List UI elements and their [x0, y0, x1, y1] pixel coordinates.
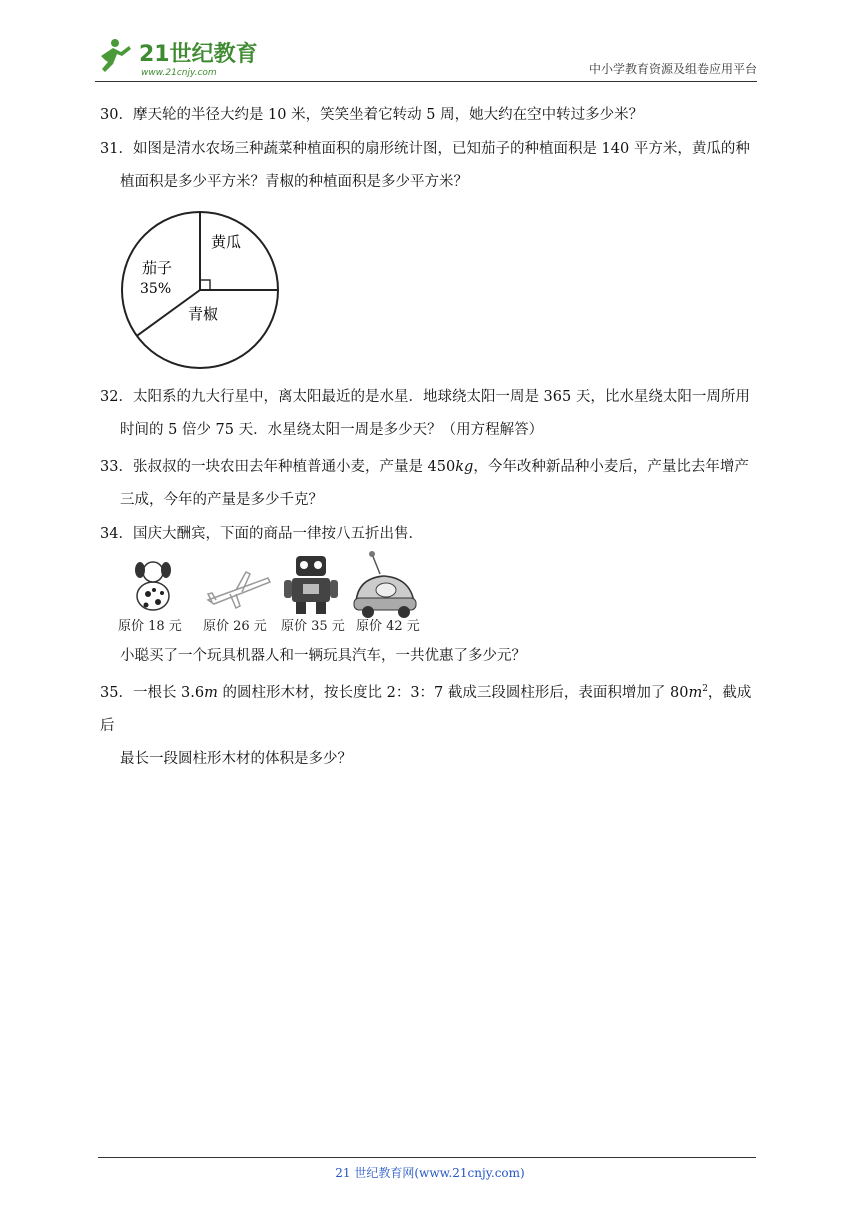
question-number: 34． [100, 526, 133, 542]
page-header [95, 30, 757, 82]
logo-url: www.21cnjy.com [141, 68, 217, 78]
slice-value-eggplant: 35% [140, 281, 172, 297]
superscript: 2 [702, 684, 708, 694]
question-text: 太阳系的九大行星中，离太阳最近的是水星．地球绕太阳一周是 365 天，比水星绕太阳一周所用 [132, 389, 750, 405]
slice-label-eggplant: 茄子 [142, 259, 173, 277]
logo-text: 21世纪教育 [139, 42, 258, 67]
question-text-cont: 时间的 5 倍少 75 天．水星绕太阳一周是多少天？（用方程解答） [120, 422, 544, 438]
question-33 [100, 451, 762, 517]
question-32 [100, 381, 762, 447]
question-text: 张叔叔的一块农田去年种植普通小麦，产量是 450 [132, 459, 456, 475]
question-34 [100, 518, 762, 551]
header-divider [95, 81, 757, 82]
question-30 [100, 99, 762, 132]
site-logo [95, 34, 265, 78]
question-text: 一根长 3.6 [132, 684, 205, 701]
pie-svg [116, 205, 281, 370]
slice-label-cucumber: 黄瓜 [211, 233, 242, 251]
question-34-followup: 小聪买了一个玩具机器人和一辆玩具汽车，一共优惠了多少元？ [120, 648, 526, 664]
unit-m: m [204, 684, 218, 701]
question-number: 30． [100, 107, 133, 123]
question-number: 35． [100, 684, 133, 701]
toy-price-plane: 原价 26 元 [203, 619, 267, 634]
question-number: 32． [100, 389, 133, 405]
question-number: 33． [100, 459, 133, 475]
question-text: 摩天轮的半径大约是 10 米，笑笑坐着它转动 5 周，她大约在空中转过多少米？ [132, 107, 644, 123]
header-slogan: 中小学教育资源及组卷应用平台 [588, 62, 757, 76]
dog-toy-image [135, 562, 171, 610]
question-31 [100, 133, 762, 199]
toy-price-dog: 原价 18 元 [118, 619, 182, 634]
footer-text: 21 世纪教育网(www.21cnjy.com) [335, 1166, 525, 1180]
question-text-cont: 三成，今年的产量是多少千克？ [120, 492, 323, 508]
question-35 [100, 673, 762, 776]
question-text-cont: 最长一段圆柱形木材的体积是多少？ [120, 750, 352, 767]
question-text: ，今年改种新品种小麦后，产量比去年增产 [473, 459, 749, 475]
question-number: 31． [100, 141, 133, 157]
question-text-cont: 植面积是多少平方米？青椒的种植面积是多少平方米？ [120, 174, 468, 190]
unit-m: m [688, 684, 703, 701]
unit-kg: kg [455, 459, 474, 475]
robot-toy-image [284, 556, 338, 614]
footer-divider [98, 1157, 756, 1158]
toys-svg [118, 550, 423, 636]
toys-image [118, 550, 423, 636]
question-text: 国庆大酬宾，下面的商品一律按八五折出售． [132, 526, 423, 542]
toy-price-robot: 原价 35 元 [281, 619, 345, 634]
car-toy-image [354, 551, 416, 618]
question-text: 如图是清水农场三种蔬菜种植面积的扇形统计图，已知茄子的种植面积是 140 平方米，黄瓜的种 [132, 141, 750, 157]
slice-label-pepper: 青椒 [188, 305, 219, 323]
toy-price-car: 原价 42 元 [356, 619, 420, 634]
question-text: ，截成后 [100, 684, 752, 734]
plane-toy-image [208, 572, 270, 608]
question-text: 的圆柱形木材，按长度比 2：3：7 截成三段圆柱形后，表面积增加了 80 [217, 684, 689, 701]
pie-chart [116, 205, 281, 370]
